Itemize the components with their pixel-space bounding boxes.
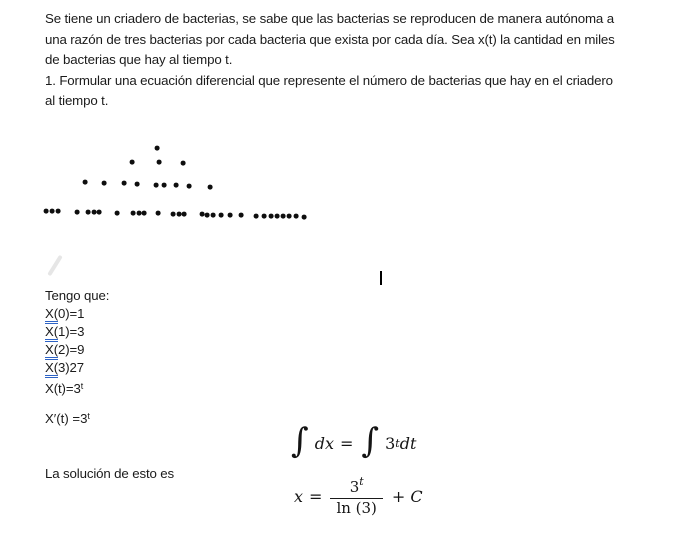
problem-statement-line: una razón de tres bacterias por cada bacteria que exista por cada día. Sea x(t) la cantidad en miles [45, 31, 615, 47]
value-line [45, 359, 109, 377]
exponent-text: t [87, 411, 90, 421]
problem-statement-line: 1. Formular una ecuación diferencial que represente el número de bacterias que hay en el criadero [45, 72, 613, 88]
value-line [45, 341, 109, 359]
problem-statement-line: de bacterias que hay al tiempo t. [45, 52, 233, 67]
grammar-underlined-text: X( [45, 342, 58, 360]
work-section [45, 287, 109, 398]
integral-icon: ∫ [361, 421, 380, 461]
value-text: 1)=3 [58, 324, 85, 339]
equals-sign: = [309, 486, 323, 506]
equals-sign: = [339, 433, 354, 453]
exponent-text: t [80, 381, 84, 391]
fraction-denominator: ln (3) [330, 498, 382, 517]
value-text: 2)=9 [58, 342, 85, 357]
grammar-underlined-text: X( [45, 324, 58, 342]
base-number: 3 [385, 433, 396, 453]
solution-label: La solución de esto es [45, 466, 175, 481]
integral-icon: ∫ [291, 421, 309, 461]
problem-statement [45, 9, 615, 112]
fraction-numerator [350, 476, 364, 498]
value-line [45, 323, 109, 341]
closed-form-line [45, 377, 109, 398]
derivative-line [45, 411, 90, 426]
value-text: 3)27 [58, 360, 84, 375]
exponent-text: t [395, 436, 400, 450]
work-heading: Tengo que: [45, 288, 110, 303]
integrand-lhs: dx [314, 433, 334, 453]
integral-equation [291, 421, 417, 461]
grammar-underlined-text: X( [45, 360, 58, 378]
grammar-underlined-text: X( [45, 306, 58, 324]
solution-equation [294, 476, 423, 517]
constant-text: C [410, 486, 423, 506]
plus-sign: + [391, 486, 406, 506]
exponent-text: t [359, 475, 364, 488]
fraction [330, 476, 382, 517]
text-cursor [380, 271, 382, 285]
base-number: 3 [349, 478, 360, 496]
value-line [45, 305, 109, 323]
value-text: 0)=1 [58, 306, 85, 321]
problem-statement-line: Se tiene un criadero de bacterias, se sabe que las bacterias se reproducen de manera autónoma a [45, 11, 614, 26]
differential-text: dt [399, 433, 417, 453]
value-text: X(t)=3 [45, 381, 81, 396]
derivative-text: X′(t) =3 [45, 411, 88, 426]
problem-statement-line: al tiempo t. [45, 93, 109, 108]
solution-lhs: x [294, 486, 304, 506]
